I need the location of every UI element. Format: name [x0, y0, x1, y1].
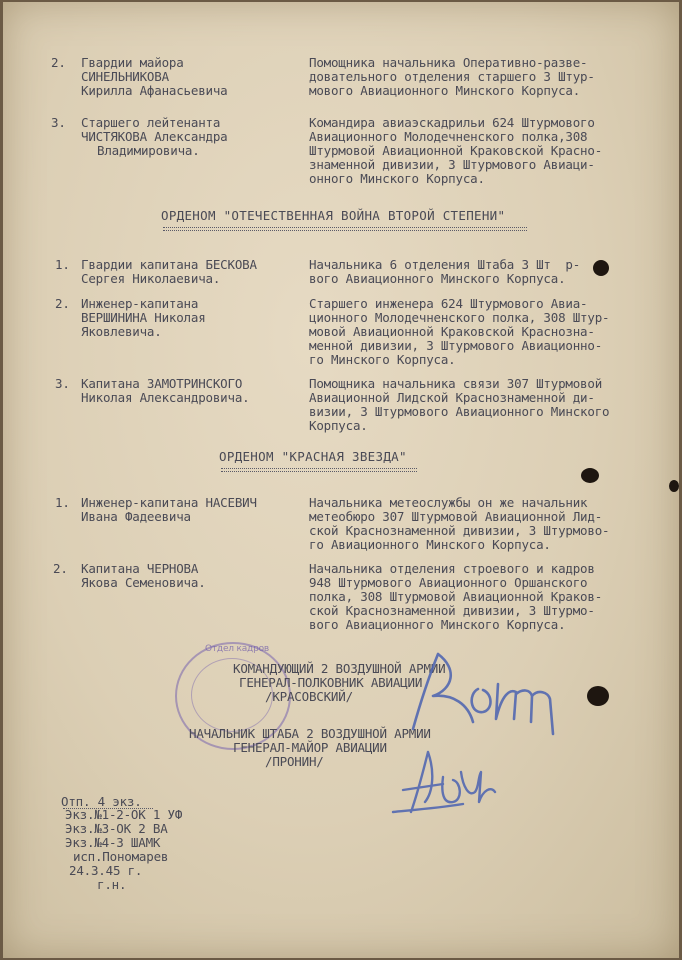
- entry-name: Сергея Николаевича.: [81, 271, 221, 286]
- entry-number: 1.: [55, 257, 70, 272]
- entry-name: Инженер-капитана НАСЕВИЧ: [81, 495, 257, 510]
- signatory-title: НАЧАЛЬНИК ШТАБА 2 ВОЗДУШНОЙ АРМИИ: [189, 726, 431, 741]
- entry-number: 2.: [51, 55, 66, 70]
- entry-description: Старшего инженера 624 Штурмового Авиа-: [309, 296, 588, 311]
- entry-name: Капитана ЧЕРНОВА: [81, 561, 199, 576]
- heading-underline: [221, 468, 417, 469]
- copies-count: Отп. 4 экз.: [61, 794, 142, 809]
- typist-initials: г.н.: [97, 877, 127, 892]
- entry-description: Начальника метеослужбы он же начальник: [309, 495, 588, 510]
- signature-pronin: [383, 742, 513, 832]
- entry-description: го Минского Корпуса.: [309, 352, 456, 367]
- entry-name: Кирилла Афанасьевича: [81, 83, 228, 98]
- entry-description: мового Авиационного Минского Корпуса.: [309, 83, 581, 98]
- heading-underline: [163, 230, 527, 231]
- entry-description: ционного Молодечненского полка, 308 Штур-: [309, 310, 610, 325]
- entry-description: Штурмовой Авиационной Краковской Красно-: [309, 143, 603, 158]
- entry-name: Николая Александровича.: [81, 390, 250, 405]
- entry-name: ВЕРШИНИНА Николая: [81, 310, 206, 325]
- document-date: 24.3.45 г.: [69, 863, 143, 878]
- signatory-name: /КРАСОВСКИЙ/: [265, 689, 353, 704]
- entry-name: Яковлевича.: [81, 324, 162, 339]
- punch-hole: [669, 480, 679, 492]
- entry-description: Начальника отделения строевого и кадров: [309, 561, 595, 576]
- entry-name: Владимировича.: [97, 143, 200, 158]
- executor: исп.Пономарев: [73, 849, 169, 864]
- copy-entry: Экз.№3-ОК 2 ВА: [65, 821, 168, 836]
- entry-description: го Авиационного Минского Корпуса.: [309, 537, 551, 552]
- entry-description: Авиационной Лидской Краснознаменной ди-: [309, 390, 595, 405]
- entry-description: Корпуса.: [309, 418, 368, 433]
- punch-hole: [581, 468, 599, 483]
- entry-name: Гвардии майора: [81, 55, 184, 70]
- entry-description: визии, 3 Штурмового Авиационного Минского: [309, 404, 610, 419]
- entry-number: 2.: [55, 296, 70, 311]
- entry-description: Помощника начальника связи 307 Штурмовой: [309, 376, 603, 391]
- entry-description: онного Минского Корпуса.: [309, 171, 485, 186]
- entry-description: Начальника 6 отделения Штаба 3 Шт р-: [309, 257, 581, 272]
- heading-underline: [163, 227, 527, 228]
- punch-hole: [587, 686, 609, 706]
- entry-description: довательного отделения старшего 3 Штур-: [309, 69, 595, 84]
- entry-name: Якова Семеновича.: [81, 575, 206, 590]
- signatory-rank: ГЕНЕРАЛ-МАЙОР АВИАЦИИ: [233, 740, 387, 755]
- entry-description: 948 Штурмового Авиационного Оршанского: [309, 575, 588, 590]
- entry-number: 2.: [53, 561, 68, 576]
- entry-description: ской Краснознаменной дивизии, 3 Штурмово-: [309, 523, 610, 538]
- entry-description: Авиационного Молодечненского полка,308: [309, 129, 588, 144]
- signature-krasovsky: [398, 634, 578, 744]
- entry-description: мовой Авиационной Краковской Краснозна-: [309, 324, 595, 339]
- entry-description: менной дивизии, 3 Штурмового Авиационно-: [309, 338, 603, 353]
- entry-description: метеобюро 307 Штурмовой Авиационной Лид-: [309, 509, 603, 524]
- entry-description: ской Краснознаменной дивизии, 3 Штурмо-: [309, 603, 595, 618]
- entry-description: вого Авиационного Минского Корпуса.: [309, 617, 566, 632]
- signatory-title: КОМАНДУЮЩИЙ 2 ВОЗДУШНОЙ АРМИИ: [233, 661, 446, 676]
- heading-underline: [221, 471, 417, 472]
- entry-number: 1.: [55, 495, 70, 510]
- copy-entry: Экз.№4-3 ШАМК: [65, 835, 161, 850]
- entry-name: Инженер-капитана: [81, 296, 199, 311]
- entry-name: Старшего лейтенанта: [81, 115, 221, 130]
- entry-name: Гвардии капитана БЕСКОВА: [81, 257, 257, 272]
- signatory-name: /ПРОНИН/: [265, 754, 324, 769]
- copy-entry: Экз.№1-2-ОК 1 УФ: [65, 807, 183, 822]
- entry-number: 3.: [55, 376, 70, 391]
- entry-description: вого Авиационного Минского Корпуса.: [309, 271, 566, 286]
- entry-description: полка, 308 Штурмовой Авиационной Краков-: [309, 589, 603, 604]
- stamp-text: Отдел кадров: [205, 644, 269, 654]
- entry-name: Капитана ЗАМОТРИНСКОГО: [81, 376, 243, 391]
- section-heading: ОРДЕНОМ "ОТЕЧЕСТВЕННАЯ ВОЙНА ВТОРОЙ СТЕПЕНИ": [161, 208, 506, 223]
- entry-description: Командира авиаэскадрильи 624 Штурмового: [309, 115, 595, 130]
- section-heading: ОРДЕНОМ "КРАСНАЯ ЗВЕЗДА": [219, 449, 407, 464]
- entry-name: Ивана Фадеевича: [81, 509, 191, 524]
- entry-name: СИНЕЛЬНИКОВА: [81, 69, 169, 84]
- signatory-rank: ГЕНЕРАЛ-ПОЛКОВНИК АВИАЦИИ: [239, 675, 423, 690]
- entry-name: ЧИСТЯКОВА Александра: [81, 129, 228, 144]
- entry-description: Помощника начальника Оперативно-разве-: [309, 55, 588, 70]
- entry-description: знаменной дивизии, 3 Штурмового Авиаци-: [309, 157, 595, 172]
- punch-hole: [593, 260, 609, 276]
- entry-number: 3.: [51, 115, 66, 130]
- document-page: [3, 2, 679, 958]
